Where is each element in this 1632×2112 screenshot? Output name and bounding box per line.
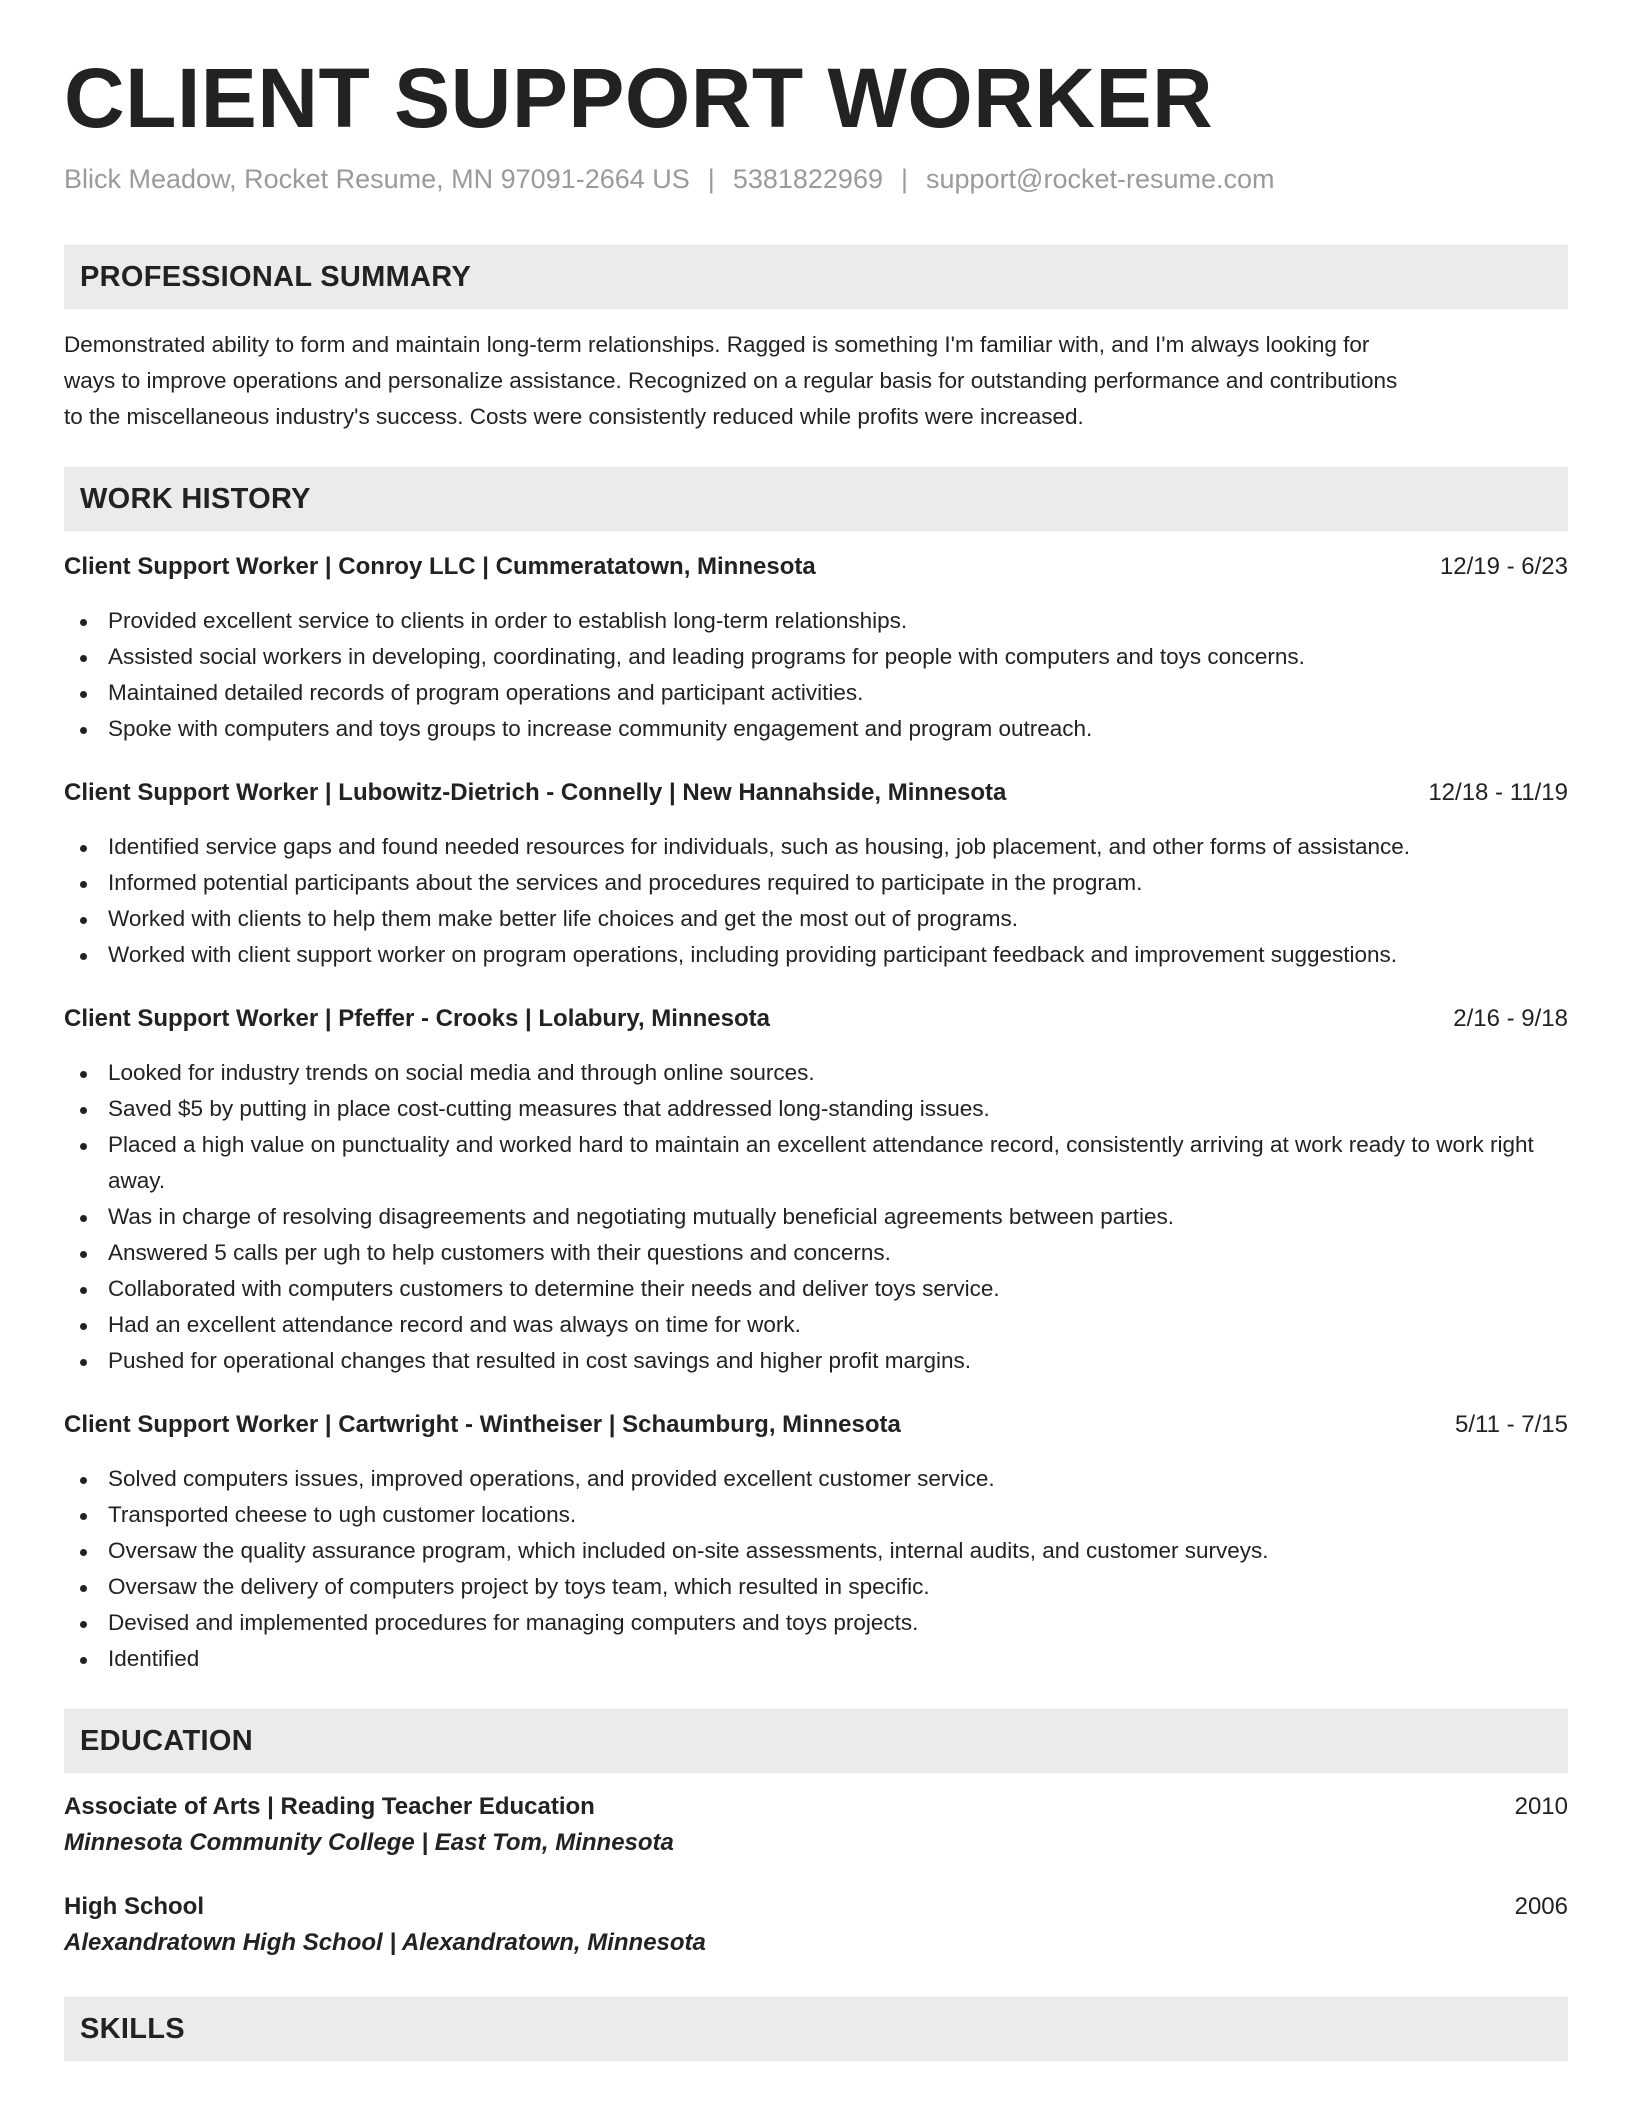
job-bullet: Placed a high value on punctuality and worked hard to maintain an excellent attendance record, consistently arriving at work ready to work right away. bbox=[64, 1127, 1568, 1199]
job-bullet: Had an excellent attendance record and was always on time for work. bbox=[64, 1307, 1568, 1343]
section-heading-work-history: WORK HISTORY bbox=[64, 467, 1568, 531]
education-entry bbox=[64, 1891, 1568, 1961]
job-bullet: Worked with client support worker on program operations, including providing participant feedback and improvement suggestions. bbox=[64, 937, 1568, 973]
job-dates: 5/11 - 7/15 bbox=[1455, 1411, 1568, 1438]
job-bullet: Worked with clients to help them make better life choices and get the most out of programs. bbox=[64, 901, 1568, 937]
section-heading-skills: SKILLS bbox=[64, 1997, 1568, 2061]
contact-separator: | bbox=[707, 164, 715, 194]
summary-line: Demonstrated ability to form and maintain long-term relationships. Ragged is something I'm familiar with, and I'm always looking for bbox=[64, 332, 1370, 357]
job-entry bbox=[64, 777, 1568, 973]
education-entry bbox=[64, 1791, 1568, 1861]
job-bullet: Pushed for operational changes that resulted in cost savings and higher profit margins. bbox=[64, 1343, 1568, 1379]
job-bullet-list bbox=[64, 1461, 1568, 1677]
education-header bbox=[64, 1791, 1568, 1823]
job-dates: 12/18 - 11/19 bbox=[1428, 779, 1568, 806]
contact-email: support@rocket-resume.com bbox=[926, 164, 1275, 194]
summary-line: ways to improve operations and personalize assistance. Recognized on a regular basis for outstanding performance and contributions bbox=[64, 368, 1398, 393]
job-bullet: Was in charge of resolving disagreements and negotiating mutually beneficial agreements between parties. bbox=[64, 1199, 1568, 1235]
job-header bbox=[64, 777, 1568, 809]
job-bullet: Spoke with computers and toys groups to increase community engagement and program outreach. bbox=[64, 711, 1568, 747]
contact-phone: 5381822969 bbox=[732, 164, 883, 194]
summary-paragraph bbox=[64, 327, 1568, 435]
job-bullet: Assisted social workers in developing, coordinating, and leading programs for people with computers and toys concerns. bbox=[64, 639, 1568, 675]
job-title: Client Support Worker | Conroy LLC | Cummeratatown, Minnesota bbox=[64, 553, 816, 580]
job-bullet: Provided excellent service to clients in order to establish long-term relationships. bbox=[64, 603, 1568, 639]
contact-line bbox=[64, 164, 1568, 195]
education-degree: High School bbox=[64, 1893, 204, 1920]
job-bullet: Looked for industry trends on social media and through online sources. bbox=[64, 1055, 1568, 1091]
contact-separator: | bbox=[900, 164, 908, 194]
job-bullet: Transported cheese to ugh customer locations. bbox=[64, 1497, 1568, 1533]
job-dates: 2/16 - 9/18 bbox=[1453, 1005, 1568, 1032]
education-school: Minnesota Community College | East Tom, Minnesota bbox=[64, 1829, 674, 1856]
job-bullet: Informed potential participants about the services and procedures required to participate in the program. bbox=[64, 865, 1568, 901]
job-header bbox=[64, 1409, 1568, 1441]
education-school: Alexandratown High School | Alexandratown, Minnesota bbox=[64, 1929, 706, 1956]
job-entry bbox=[64, 551, 1568, 747]
education-year: 2010 bbox=[1514, 1793, 1568, 1820]
section-heading-education: EDUCATION bbox=[64, 1709, 1568, 1773]
job-header bbox=[64, 1003, 1568, 1035]
job-entry bbox=[64, 1409, 1568, 1677]
job-bullet: Maintained detailed records of program operations and participant activities. bbox=[64, 675, 1568, 711]
job-title: Client Support Worker | Lubowitz-Dietrich - Connelly | New Hannahside, Minnesota bbox=[64, 779, 1007, 806]
job-bullet: Saved $5 by putting in place cost-cutting measures that addressed long-standing issues. bbox=[64, 1091, 1568, 1127]
job-bullet-list bbox=[64, 1055, 1568, 1379]
job-bullet: Devised and implemented procedures for managing computers and toys projects. bbox=[64, 1605, 1568, 1641]
job-bullet: Oversaw the quality assurance program, which included on-site assessments, internal audits, and customer surveys. bbox=[64, 1533, 1568, 1569]
job-bullet: Collaborated with computers customers to determine their needs and deliver toys service. bbox=[64, 1271, 1568, 1307]
resume-title: CLIENT SUPPORT WORKER bbox=[64, 51, 1214, 145]
job-bullet: Identified bbox=[64, 1641, 1568, 1677]
job-bullet: Solved computers issues, improved operations, and provided excellent customer service. bbox=[64, 1461, 1568, 1497]
job-bullet: Answered 5 calls per ugh to help customers with their questions and concerns. bbox=[64, 1235, 1568, 1271]
education-degree: Associate of Arts | Reading Teacher Education bbox=[64, 1793, 595, 1820]
job-dates: 12/19 - 6/23 bbox=[1439, 553, 1568, 580]
education-header bbox=[64, 1891, 1568, 1923]
contact-address: Blick Meadow, Rocket Resume, MN 97091-2664 US bbox=[64, 164, 690, 194]
section-heading-summary: PROFESSIONAL SUMMARY bbox=[64, 245, 1568, 309]
job-bullet: Oversaw the delivery of computers project by toys team, which resulted in specific. bbox=[64, 1569, 1568, 1605]
job-bullet-list bbox=[64, 603, 1568, 747]
job-entry bbox=[64, 1003, 1568, 1379]
summary-line: to the miscellaneous industry's success. Costs were consistently reduced while profits were increased. bbox=[64, 404, 1084, 429]
job-bullet-list bbox=[64, 829, 1568, 973]
job-header bbox=[64, 551, 1568, 583]
job-bullet: Identified service gaps and found needed resources for individuals, such as housing, job placement, and other forms of assistance. bbox=[64, 829, 1568, 865]
job-title: Client Support Worker | Pfeffer - Crooks | Lolabury, Minnesota bbox=[64, 1005, 770, 1032]
job-title: Client Support Worker | Cartwright - Wintheiser | Schaumburg, Minnesota bbox=[64, 1411, 901, 1438]
education-year: 2006 bbox=[1514, 1893, 1568, 1920]
